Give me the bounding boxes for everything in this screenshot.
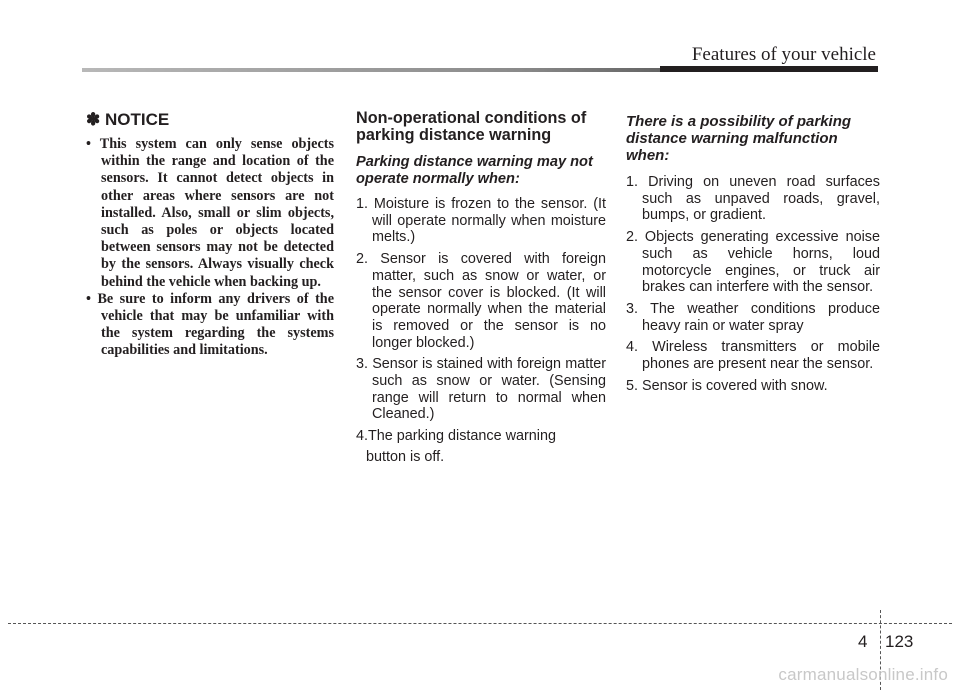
section-subheading: Parking distance warning may not operate normally when: <box>356 154 593 187</box>
list-item: 5. Sensor is covered with snow. <box>626 377 828 394</box>
list-item-4-line1: 4.The parking distance warning <box>356 428 556 445</box>
page-header-title: Features of your vehicle <box>691 44 876 65</box>
notice-column <box>86 110 334 360</box>
list-item-4-line2: button is off. <box>366 448 445 465</box>
list-item: 1. Driving on uneven road surfaces such as unpaved roads, gravel, bumps, or gradient. <box>626 174 880 224</box>
chapter-number: 4 <box>858 632 868 651</box>
malfunction-heading: There is a possibility of parking distance warning malfunction when: <box>626 113 852 164</box>
header-rule-accent <box>660 66 878 72</box>
list-item: 1. Moisture is frozen to the sensor. (It will operate normally when moisture melts.) <box>356 196 606 246</box>
list-item: 3. Sensor is stained with foreign matter such as snow or water. (Sensing range will return to normal when Cleaned.) <box>356 356 606 423</box>
list-item: 4. Wireless transmitters or mobile phones are present near the sensor. <box>626 339 880 373</box>
watermark: carmanualsonline.info <box>778 665 948 684</box>
notice-list <box>86 136 334 360</box>
list-item: 3. The weather conditions produce heavy rain or water spray <box>626 300 880 334</box>
footer-rule <box>8 623 952 624</box>
notice-item: • Be sure to inform any drivers of the vehicle that may be unfamiliar with the system regarding the systems capabilities and limitations. <box>86 290 334 359</box>
list-item: 2. Sensor is covered with foreign matter, such as snow or water, or the sensor cover is blocked. (It will operate normally when the material is removed or the sensor is no longer blocked.) <box>356 251 606 351</box>
list-item: 2. Objects generating excessive noise such as vehicle horns, loud motorcycle engines, or truck air brakes can interfere with the sensor. <box>626 229 880 296</box>
notice-item: • This system can only sense objects within the range and location of the sensors. It cannot detect objects in other areas where sensors are not installed. Also, small or slim objects, such as poles or objects located between sensors may not be detected by the sensors. Always visually check behind the vehicle when backing up. <box>86 136 334 290</box>
malfunction-list <box>626 174 880 394</box>
notice-heading: ✽ NOTICE <box>86 110 170 129</box>
page-number: 123 <box>885 632 914 651</box>
condition-list <box>356 196 606 423</box>
nonoperational-column <box>356 110 606 466</box>
malfunction-column <box>626 110 880 399</box>
section-heading: Non-operational conditions of parking distance warning <box>356 109 587 144</box>
